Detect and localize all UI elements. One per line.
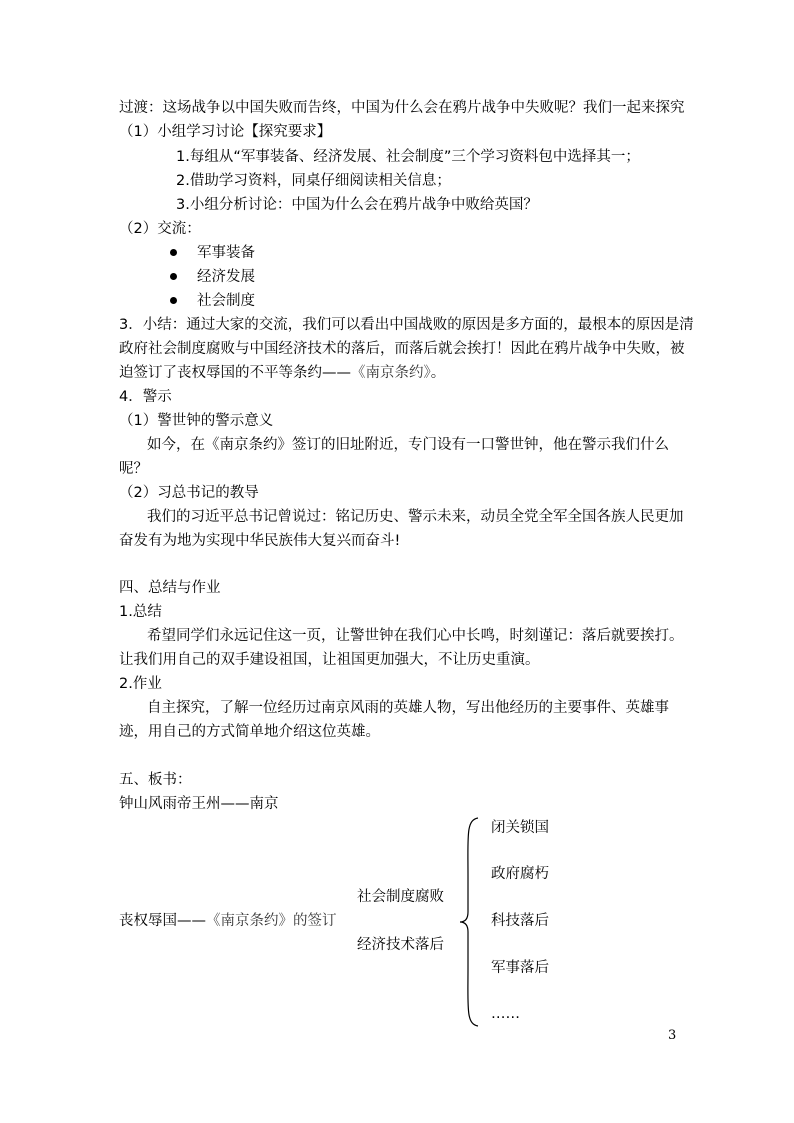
bullet-dot: [170, 249, 177, 256]
board-right-1: 闭关锁国: [491, 820, 549, 836]
board-right-4: 军事落后: [491, 960, 549, 976]
s4-summary-title: 1.总结: [119, 604, 162, 620]
bullet-dot: [170, 273, 177, 280]
s4-summary-line-1: 希望同学们永远记住这一页，让警世钟在我们心中长鸣，时刻谨记：落后就要挨打。: [147, 628, 684, 644]
board-title: 钟山风雨帝王州——南京: [119, 796, 279, 812]
warning-1-line-2: 呢？: [119, 461, 148, 477]
requirement-1: 1.每组从“军事装备、经济发展、社会制度”三个学习资料包中选择其一；: [176, 149, 640, 165]
treaty-quote: 《南京条约》: [351, 365, 431, 381]
group-discussion-title: （1）小组学习讨论【探究要求】: [119, 124, 332, 140]
board-right-2: 政府腐朽: [491, 866, 549, 882]
board-middle-2: 经济技术落后: [357, 937, 444, 953]
board-middle-1: 社会制度腐败: [357, 889, 444, 905]
warning-2-line-1: 我们的习近平总书记曾说过：铭记历史、警示未来，动员全党全军全国各族人民更加: [147, 509, 684, 525]
board-right-3: 科技落后: [491, 913, 549, 929]
summary-line-2: 政府社会制度腐败与中国经济技术的落后，而落后就会挨打！因此在鸦片战争中失败，被: [119, 341, 685, 357]
page-number: 3: [668, 1028, 677, 1043]
board-left-prefix: 丧权辱国——: [119, 913, 206, 929]
board-right-5: ……: [491, 1006, 520, 1022]
summary-line-1: 3．小结：通过大家的交流，我们可以看出中国战败的原因是多方面的，最根本的原因是清: [119, 317, 694, 333]
summary-line-3: [119, 363, 445, 383]
summary-line-3-text: 迫签订了丧权辱国的不平等条约——: [119, 365, 351, 381]
board-left-label: [119, 911, 337, 931]
section4-title: 四、总结与作业: [119, 580, 221, 596]
requirement-3: 3.小组分析讨论：中国为什么会在鸦片战争中败给英国？: [176, 197, 538, 213]
exchange-title: （2）交流：: [119, 221, 201, 237]
curly-brace-icon: [458, 816, 482, 1028]
summary-period: 。: [430, 365, 446, 381]
board-left-quote: 《南京条约》的签订: [206, 913, 337, 929]
warning-1-line-1: 如今，在《南京条约》签订的旧址附近，专门设有一口警世钟，他在警示我们什么: [147, 437, 669, 453]
s4-homework-line-2: 迹，用自己的方式简单地介绍这位英雄。: [119, 724, 380, 740]
bullet-dot: [170, 297, 177, 304]
requirement-2: 2.借助学习资料，同桌仔细阅读相关信息；: [176, 173, 451, 189]
warning-title: 4．警示: [119, 389, 172, 405]
s4-homework-line-1: 自主探究，了解一位经历过南京风雨的英雄人物，写出他经历的主要事件、英雄事: [147, 700, 669, 716]
bullet-economy: 经济发展: [197, 269, 255, 285]
s4-summary-line-2: 让我们用自己的双手建设祖国，让祖国更加强大，不让历史重演。: [119, 652, 540, 668]
transition-line: 过渡：这场战争以中国失败而告终，中国为什么会在鸦片战争中失败呢？我们一起来探究: [119, 100, 685, 116]
bullet-military: 军事装备: [197, 245, 255, 261]
warning-2-line-2: 奋发有为地为实现中华民族伟大复兴而奋斗!: [119, 533, 401, 549]
warning-1-title: （1）警世钟的警示意义: [119, 413, 274, 429]
warning-2-title: （2）习总书记的教导: [119, 485, 259, 501]
bullet-system: 社会制度: [197, 293, 255, 309]
section5-title: 五、板书：: [119, 772, 192, 788]
s4-homework-title: 2.作业: [119, 676, 162, 692]
